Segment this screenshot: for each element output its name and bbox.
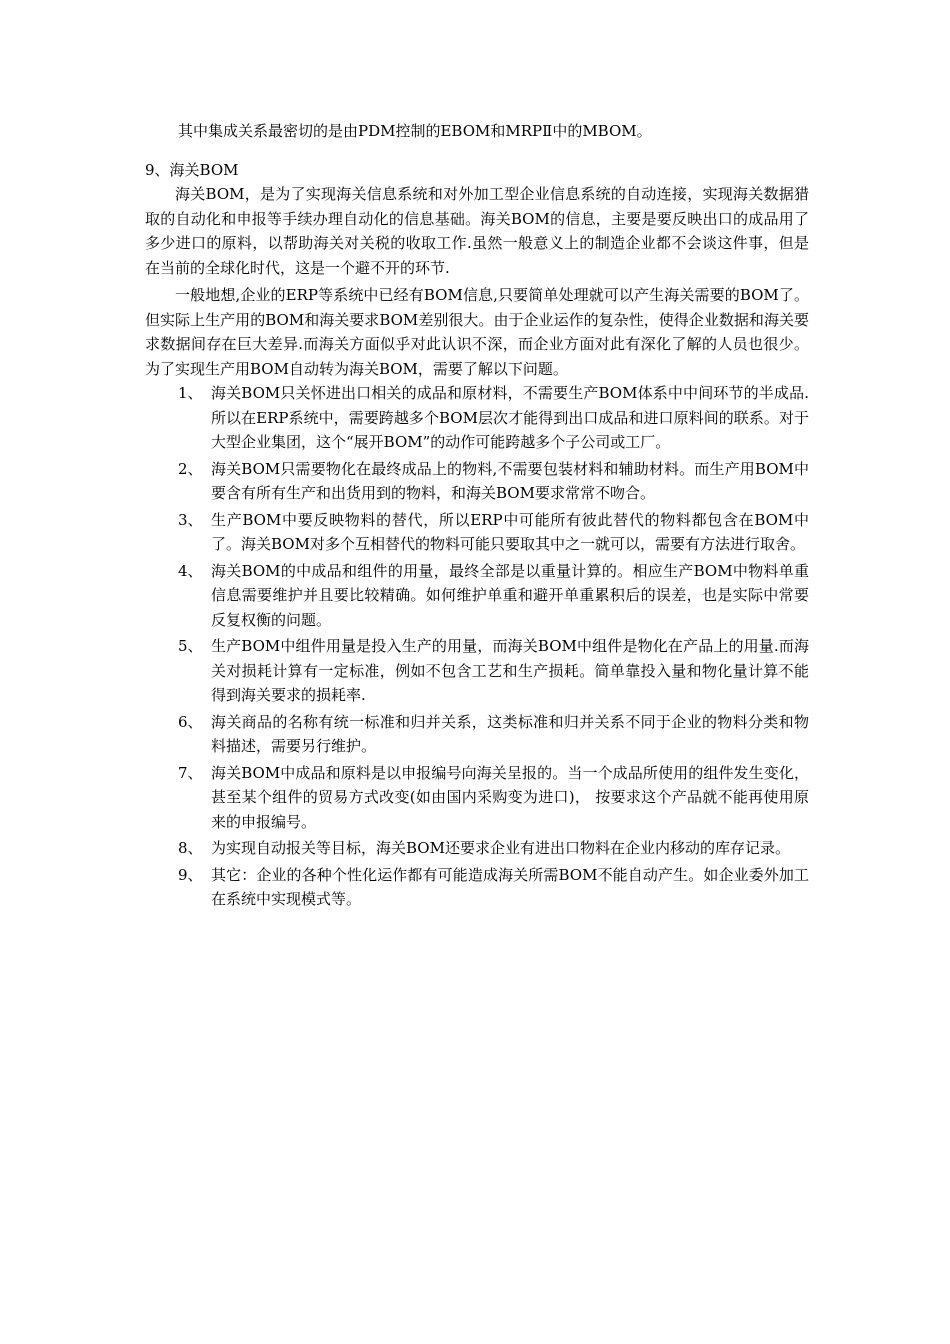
list-item <box>178 863 809 912</box>
list-item-text: 海关商品的名称有统一标准和归并关系，这类标准和归并关系不同于企业的物料分类和物料描述，需要另行维护。 <box>211 712 809 755</box>
list-item <box>178 381 809 455</box>
list-item <box>178 836 809 861</box>
list-item-number: 1、 <box>178 384 203 402</box>
list-item <box>178 508 809 557</box>
list-item-number: 8、 <box>178 839 203 857</box>
list-item-number: 6、 <box>178 712 203 731</box>
list-item-number: 5、 <box>178 637 203 655</box>
list-item-number: 7、 <box>178 763 203 782</box>
section-heading: 9、海关BOM <box>145 161 239 179</box>
list-item <box>178 761 809 835</box>
list-item-number: 9、 <box>178 865 203 884</box>
list-item-text: 为实现自动报关等目标，海关BOM还要求企业有进出口物料在企业内移动的库存记录。 <box>211 839 790 857</box>
list-item-text: 海关BOM中成品和原料是以申报编号向海关呈报的。当一个成品所使用的组件发生变化，甚至某个组件的贸易方式改变(如由国内采购变为进口)， 按要求这个产品就不能再使用原来的申报编号。 <box>211 763 809 831</box>
list-item-text: 其它：企业的各种个性化运作都有可能造成海关所需BOM不能自动产生。如企业委外加工在系统中实现模式等。 <box>211 865 809 908</box>
list-item-number: 3、 <box>178 510 203 529</box>
list-item-number: 2、 <box>178 459 203 478</box>
list-item-text: 生产BOM中组件用量是投入生产的用量，而海关BOM中组件是物化在产品上的用量.而海关对损耗计算有一定标准，例如不包含工艺和生产损耗。简单靠投入量和物化量计算不能得到海关要求的损耗率. <box>211 637 809 704</box>
list-item <box>178 634 809 708</box>
list-item-text: 海关BOM只需要物化在最终成品上的物料,不需要包装材料和辅助材料。而生产用BOM中要含有所有生产和出货用到的物料，和海关BOM要求常常不吻合。 <box>211 459 809 502</box>
list-item-text: 海关BOM的中成品和组件的用量，最终全部是以重量计算的。相应生产BOM中物料单重信息需要维护并且要比较精确。如何维护单重和避开单重累积后的误差，也是实际中常要反复权衡的问题。 <box>211 561 809 629</box>
intro-line: 其中集成关系最密切的是由PDM控制的EBOM和MRPⅡ中的MBOM。 <box>178 122 652 140</box>
paragraph-customs-bom-definition: 海关BOM，是为了实现海关信息系统和对外加工型企业信息系统的自动连接，实现海关数据猎取的自动化和申报等手续办理自动化的信息基础。海关BOM的信息，主要是要反映出口的成品用了多少进口的原料，以帮助海关对关税的收取工作.虽然一般意义上的制造企业都不会谈这件事，但是在当前的全球化时代，这是一个避不开的环节. <box>145 185 809 277</box>
list-item-number: 4、 <box>178 561 203 580</box>
list-item-text: 海关BOM只关怀进出口相关的成品和原材料，不需要生产BOM体系中中间环节的半成品.所以在ERP系统中，需要跨越多个BOM层次才能得到出口成品和进口原料间的联系。对于大型企业集团，这个“展开BOM”的动作可能跨越多个子公司或工厂。 <box>211 384 809 451</box>
list-item-text: 生产BOM中要反映物料的替代，所以ERP中可能所有彼此替代的物料都包含在BOM中了。海关BOM对多个互相替代的物料可能只要取其中之一就可以，需要有方法进行取舍。 <box>211 510 809 553</box>
list-item <box>178 559 809 633</box>
list-item <box>178 710 809 759</box>
issue-list <box>178 381 809 914</box>
list-item <box>178 457 809 506</box>
paragraph-erp-vs-customs-bom: 一般地想,企业的ERP等系统中已经有BOM信息,只要简单处理就可以产生海关需要的BOM了。但实际上生产用的BOM和海关要求BOM差别很大。由于企业运作的复杂性，使得企业数据和海关要求数据间存在巨大差异.而海关方面似乎对此认识不深，而企业方面对此有深化了解的人员也很少。为了实现生产用BOM自动转为海关BOM，需要了解以下问题。 <box>145 286 809 378</box>
